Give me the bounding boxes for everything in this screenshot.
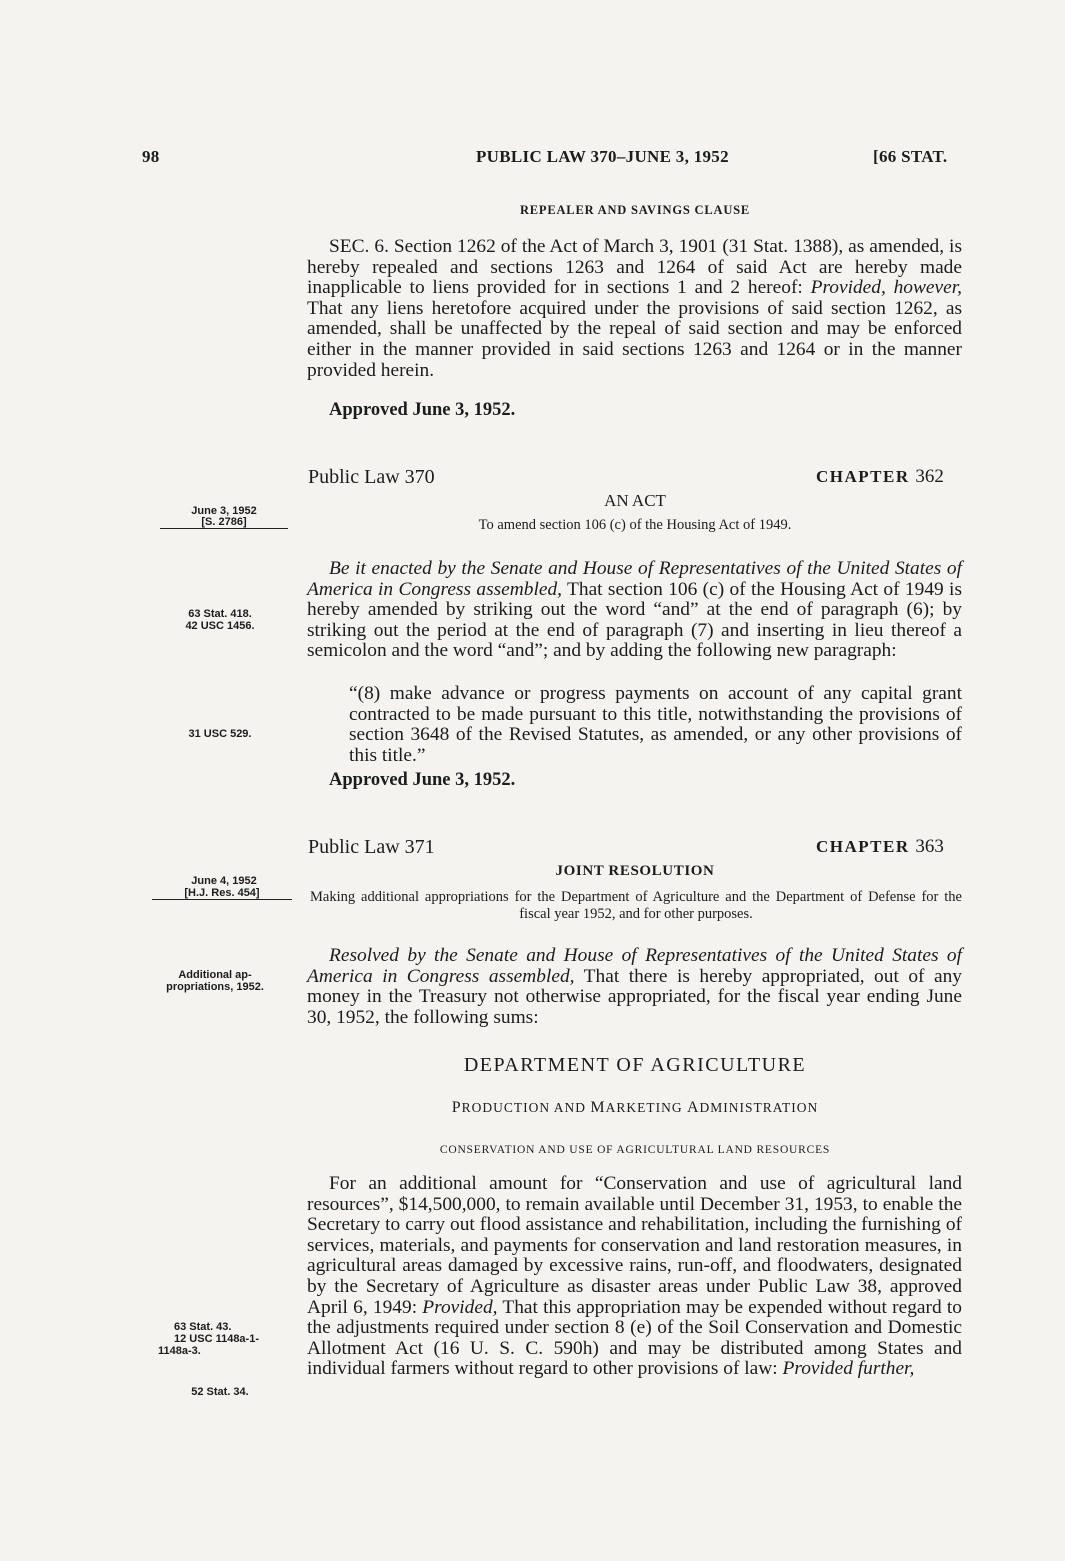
department-heading: DEPARTMENT OF AGRICULTURE (463, 1054, 807, 1076)
chapter-num: 362 (915, 466, 944, 487)
chapter-number (816, 836, 944, 858)
margin-citation-line: 42 USC 1456. (185, 620, 255, 632)
heading-fragment: ARKETING (605, 1100, 687, 1115)
margin-citation-line: 12 USC 1148a-1- (174, 1333, 259, 1345)
proviso: Provided further, (782, 1358, 915, 1380)
margin-citation-line: 63 Stat. 418. (188, 608, 252, 620)
proviso: Provided, (422, 1296, 498, 1318)
margin-date: June 4, 1952 (191, 875, 257, 887)
chapter-label: CHAPTER (816, 837, 910, 856)
resolving-paragraph (307, 946, 962, 1028)
chapter-number (816, 466, 944, 488)
section-6-text-continued: That any liens heretofore acquired under the provisions of said section 1262, as amended, shall be unaffected by the repeal of said section and may be enforced either in the manner provided in said sections 1263 and 1264 or in the manner provided herein. (307, 297, 962, 381)
margin-citation: 31 USC 529. (188, 728, 252, 740)
resolving-clause: Resolved by the Senate and House of Representatives of the United States of America in Congress assembled, (307, 945, 962, 987)
approval-date: Approved June 3, 1952. (329, 770, 516, 790)
margin-bill-number: [S. 2786] (160, 516, 288, 529)
page-number: 98 (142, 147, 160, 166)
heading-fragment: M (590, 1099, 606, 1116)
chapter-num: 363 (915, 836, 944, 857)
subheading: CONSERVATION AND USE OF AGRICULTURAL LAND RESOURCES (439, 1144, 831, 1156)
margin-citation-line: 63 Stat. 43. (174, 1321, 232, 1333)
quoted-paragraph (349, 684, 962, 766)
conservation-paragraph (307, 1174, 962, 1380)
chapter-label: CHAPTER (816, 467, 910, 486)
running-title: PUBLIC LAW 370–JUNE 3, 1952 (476, 147, 729, 166)
resolving-text: That there is hereby appropriated, out of any money in the Treasury not otherwise appropriated, for the fiscal year ending June 30, 1952, the following sums: (307, 965, 963, 1028)
quoted-text: “(8) make advance or progress payments on account of any capital grant contracted to be made pursuant to this title, notwithstanding the provisions of section 3648 of the Revised Statutes, as amended, or any other provisions of this title.” (349, 683, 962, 766)
conservation-text: For an additional amount for “Conservation and use of agricultural land resources”, $14,500,000, to remain available until December 31, 1953, to enable the Secretary to carry out flood assistance and rehabilitation, including the furnishing of services, materials, and payments for conservation and land restoration measures, in agricultural areas damaged by excessive rains, run-off, and floodwaters, designated by the Secretary of Agriculture as disaster areas under Public Law 38, approved April 6, 1949: (307, 1173, 962, 1318)
statute-reference: [66 STAT. (873, 147, 948, 166)
conservation-text-continued: That this appropriation may be expended without regard to the adjustments required under section 8 (e) of the Soil Conservation and Domestic Allotment Act (16 U. S. C. 590h) and may be distributed among States and individual farmers without regard to other provisions of law: (307, 1296, 962, 1380)
enacting-text: That section 106 (c) of the Housing Act of 1949 is hereby amended by striking out the word “and” at the end of paragraph (6); by striking out the period at the end of paragraph (7) and inserting in lieu thereof a semicolon and the word “and”; and by adding the following new paragraph: (307, 578, 962, 662)
section-heading: REPEALER AND SAVINGS CLAUSE (519, 203, 751, 217)
act-type: AN ACT (604, 491, 666, 510)
enacting-clause: Be it enacted by the Senate and House of Representatives of the United States of America in Congress assembled, (307, 558, 962, 600)
margin-note-appropriations (140, 969, 290, 993)
heading-fragment: P (451, 1099, 462, 1116)
approval-date: Approved June 3, 1952. (329, 400, 516, 420)
margin-note-line: Additional ap- (178, 969, 252, 981)
margin-citation (160, 608, 280, 632)
administration-heading (310, 1099, 960, 1117)
heading-fragment: DMINISTRATION (699, 1100, 819, 1115)
margin-bill-number: [H.J. Res. 454] (152, 887, 292, 900)
section-6-text: SEC. 6. Section 1262 of the Act of March 3, 1901 (31 Stat. 1388), as amended, is hereby repealed and sections 1263 and 1264 of said Act are hereby made inapplicable to liens provided for in sections 1 and 2 hereof: (307, 236, 962, 299)
section-6-paragraph (307, 237, 962, 381)
public-law-title: Public Law 370 (308, 466, 435, 488)
margin-citation-line: 1148a-3. (158, 1345, 201, 1357)
heading-fragment: RODUCTION AND (461, 1100, 591, 1115)
act-purpose: To amend section 106 (c) of the Housing Act of 1949. (478, 517, 792, 533)
heading-fragment: A (686, 1099, 700, 1116)
margin-note-line: propriations, 1952. (166, 981, 264, 993)
proviso: Provided, however, (810, 277, 962, 299)
margin-citation: 52 Stat. 34. (191, 1386, 249, 1398)
enacting-paragraph (307, 559, 962, 662)
public-law-title: Public Law 371 (308, 836, 435, 858)
act-type: JOINT RESOLUTION (555, 863, 715, 879)
act-purpose: Making additional appropriations for the Department of Agriculture and the Department of Defense for the fiscal year 1952, and for other purposes. (310, 889, 962, 922)
margin-citation (148, 1321, 298, 1357)
margin-date: June 3, 1952 (191, 505, 257, 517)
